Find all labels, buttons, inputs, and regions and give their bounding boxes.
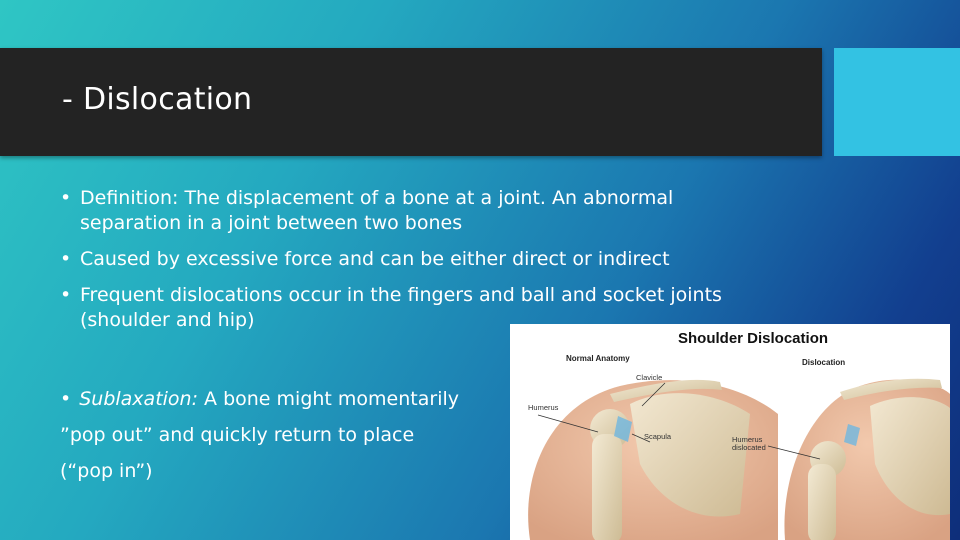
- humerus-dislocated-label-1: Humerus: [732, 435, 763, 444]
- clavicle-label: Clavicle: [636, 373, 663, 382]
- sublaxation-paragraph: [60, 381, 520, 489]
- slide-title: - Dislocation: [62, 82, 253, 117]
- sublaxation-line-3: (“pop in”): [60, 460, 153, 482]
- bullet-text: Caused by excessive force and can be either direct or indirect: [80, 248, 670, 270]
- bullet-marker: •: [60, 388, 72, 410]
- bullet-marker: •: [60, 187, 72, 209]
- bullet-text: Frequent dislocations occur in the fingers and ball and socket joints (shoulder and hip): [80, 284, 722, 331]
- dislocation-panel-label: Dislocation: [802, 358, 846, 367]
- humerus-label: Humerus: [528, 403, 559, 412]
- bullet-cause: [60, 247, 780, 272]
- bullet-marker: •: [60, 284, 72, 306]
- shoulder-dislocation-figure: [510, 324, 950, 540]
- sublaxation-line-2: ”pop out” and quickly return to place: [60, 424, 415, 446]
- bullet-definition: [60, 186, 780, 236]
- humerus-dislocated-label-2: dislocated: [732, 443, 766, 452]
- bullet-text: Definition: The displacement of a bone at a joint. An abnormal separation in a joint between two bones: [80, 187, 674, 234]
- right-humerus-shaft: [808, 464, 836, 540]
- accent-block: [834, 48, 960, 156]
- left-humerus-shaft: [592, 434, 622, 540]
- normal-anatomy-label: Normal Anatomy: [566, 354, 630, 363]
- bullet-list: [60, 186, 780, 344]
- sublaxation-text-1: A bone might momentarily: [204, 388, 459, 410]
- figure-title: Shoulder Dislocation: [678, 330, 829, 347]
- sublaxation-line-1: [60, 381, 520, 417]
- scapula-label: Scapula: [644, 432, 672, 441]
- sublaxation-term: Sublaxation:: [79, 388, 198, 410]
- bullet-marker: •: [60, 248, 72, 270]
